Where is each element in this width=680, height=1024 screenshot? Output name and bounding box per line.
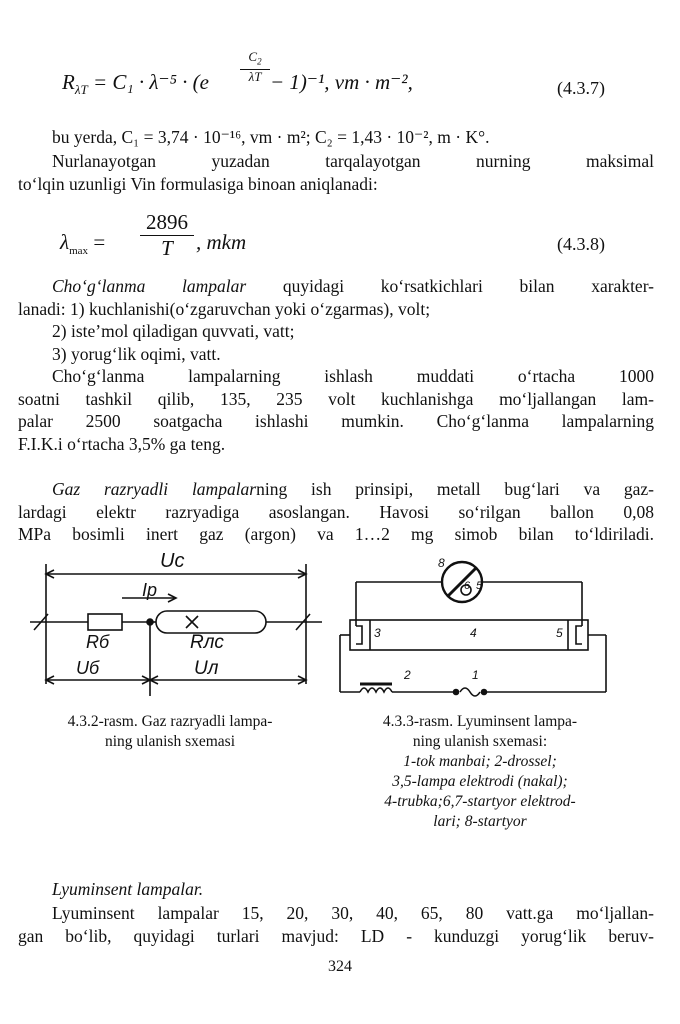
eq1-tail: − 1)⁻¹, vm · m⁻², bbox=[270, 70, 413, 94]
section-title: Lyuminsent lampalar. bbox=[52, 879, 204, 899]
ballast-resistor bbox=[88, 614, 122, 630]
source-terminal-right bbox=[482, 690, 487, 695]
p2-line-1-rest: quyidagi ko‘rsatkichlari bilan xarakter- bbox=[246, 276, 654, 296]
p1-line-1: Nurlanayotgan yuzadan tarqalayotgan nurning maksimal bbox=[52, 151, 654, 171]
p3-line-1: Cho‘g‘lanma lampalarning ishlash muddati o‘rtacha 1000 bbox=[52, 366, 654, 386]
p2-line-1 bbox=[18, 275, 654, 298]
p3-line-2: soatni tashkil qilib, 135, 235 volt kuchlanishga mo‘ljallangan lam- bbox=[18, 388, 654, 409]
label-uc: Uc bbox=[160, 550, 185, 572]
page-number: 324 bbox=[328, 958, 352, 975]
label-6: 6 bbox=[464, 580, 471, 592]
label-ub: Uб bbox=[76, 658, 100, 678]
label-ul: Uл bbox=[194, 658, 219, 679]
label-rb: Rб bbox=[86, 632, 110, 652]
label-2: 2 bbox=[404, 668, 411, 682]
eq2-fraction bbox=[140, 210, 194, 261]
eq2-denominator: T bbox=[161, 236, 173, 260]
eq1-number: (4.3.7) bbox=[557, 78, 605, 98]
caption-left-line-1: 4.3.2-rasm. Gaz razryadli lampa- bbox=[67, 713, 273, 730]
caption-right-line-2: ning ulanish sxemasi: bbox=[412, 733, 548, 750]
ac-source-symbol bbox=[460, 688, 480, 696]
paragraph-2 bbox=[18, 275, 654, 365]
label-3: 3 bbox=[374, 626, 381, 640]
label-4: 4 bbox=[470, 626, 477, 640]
p3-line-4: F.I.K.i o‘rtacha 3,5% ga teng. bbox=[18, 433, 226, 454]
caption-right-line-5: 4-trubka;6,7-startyor elektrod- bbox=[384, 793, 576, 810]
label-5a: 5 bbox=[476, 580, 483, 592]
electrode-right bbox=[576, 626, 582, 644]
p5-line-2: gan bo‘lib, quyidagi turlari mavjud: LD - kunduzgi yorug‘lik beruv- bbox=[18, 925, 654, 946]
lamp-symbol-x bbox=[186, 616, 198, 628]
paragraph-1 bbox=[18, 150, 654, 195]
paragraph-4 bbox=[18, 478, 654, 546]
constants-line: bu yerda, C₁ = 3,74 · 10⁻¹⁶, vm · m²; C₂ = 1,43 · 10⁻², m · K°. bbox=[52, 127, 490, 147]
caption-right bbox=[320, 712, 640, 832]
p4-line-3: MPa bosimli inert gaz (argon) va 1…2 mg simob bilan to‘ldiriladi. bbox=[18, 524, 654, 544]
p2-line-3: 2) iste’mol qiladigan quvvati, vatt; bbox=[52, 321, 295, 341]
eq2-lhs-sub: max bbox=[69, 245, 89, 258]
label-1: 1 bbox=[472, 668, 479, 682]
label-ip: Ip bbox=[142, 580, 158, 600]
caption-right-line-4: 3,5-lampa elektrodi (nakal); bbox=[392, 773, 568, 790]
p5-line-1: Lyuminsent lampalar 15, 20, 30, 40, 65, 80 vatt.ga mo‘ljallan- bbox=[52, 903, 654, 923]
figure-gas-lamp-circuit bbox=[26, 556, 326, 706]
caption-right-line-3: 1-tok manbai; 2-drossel; bbox=[403, 753, 557, 770]
eq1-lhs-sub: λT bbox=[74, 82, 88, 98]
p2-line-2: lanadi: 1) kuchlanishi(o‘zgaruvchan yoki o‘zgarmas), volt; bbox=[18, 298, 431, 319]
label-5b: 5 bbox=[556, 626, 563, 640]
equation-4-3-8: $\lambda_{max}$ = bbox=[60, 230, 106, 258]
label-rlc: Rлс bbox=[190, 632, 224, 653]
eq1-exponent-fraction bbox=[240, 50, 270, 84]
paragraph-5 bbox=[18, 902, 654, 947]
caption-left bbox=[20, 712, 320, 752]
caption-left-line-2: ning ulanish sxemasi bbox=[104, 733, 236, 750]
paragraph-3 bbox=[18, 365, 654, 455]
eq2-number: (4.3.8) bbox=[557, 234, 605, 254]
eq1-exp-den: λT bbox=[248, 68, 262, 84]
eq2-lhs: λ bbox=[60, 230, 70, 254]
p4-line-1-rest: ning ish prinsipi, metall bug‘lari va gaz- bbox=[256, 479, 654, 499]
electrode-left bbox=[356, 626, 362, 644]
lamp-tube bbox=[156, 611, 266, 633]
p4-italic: Gaz razryadli lampalar bbox=[52, 479, 257, 499]
source-terminal-left bbox=[454, 690, 459, 695]
equation-4-3-7 bbox=[62, 70, 209, 98]
p4-line-2: lardagi elektr razryadiga asoslangan. Havosi so‘rilgan ballon 0,08 bbox=[18, 501, 654, 522]
choke-coil bbox=[360, 688, 392, 692]
eq2-unit: , mkm bbox=[196, 230, 247, 254]
eq1-body: = C₁ · λ⁻⁵ · (e bbox=[92, 70, 209, 94]
fluorescent-tube bbox=[350, 620, 588, 650]
p4-line-1 bbox=[18, 478, 654, 501]
label-8: 8 bbox=[438, 556, 445, 570]
caption-right-line-1: 4.3.3-rasm. Lyuminsent lampa- bbox=[382, 713, 578, 730]
caption-right-line-6: lari; 8-startyor bbox=[433, 813, 527, 830]
eq2-numerator: 2896 bbox=[140, 210, 194, 236]
p3-line-3: palar 2500 soatgacha ishlashi mumkin. Cho‘g‘lanma lampalarning bbox=[18, 411, 654, 431]
eq1-c2: C bbox=[248, 49, 258, 64]
p1-line-2: to‘lqin uzunligi Vin formulasiga binoan aniqlanadi: bbox=[18, 173, 378, 194]
eq1-lhs: R bbox=[62, 70, 75, 94]
p2-italic: Cho‘g‘lanma lampalar bbox=[52, 276, 247, 296]
p2-line-4: 3) yorug‘lik oqimi, vatt. bbox=[52, 343, 221, 364]
eq1-c2-sub: 2 bbox=[257, 56, 262, 67]
